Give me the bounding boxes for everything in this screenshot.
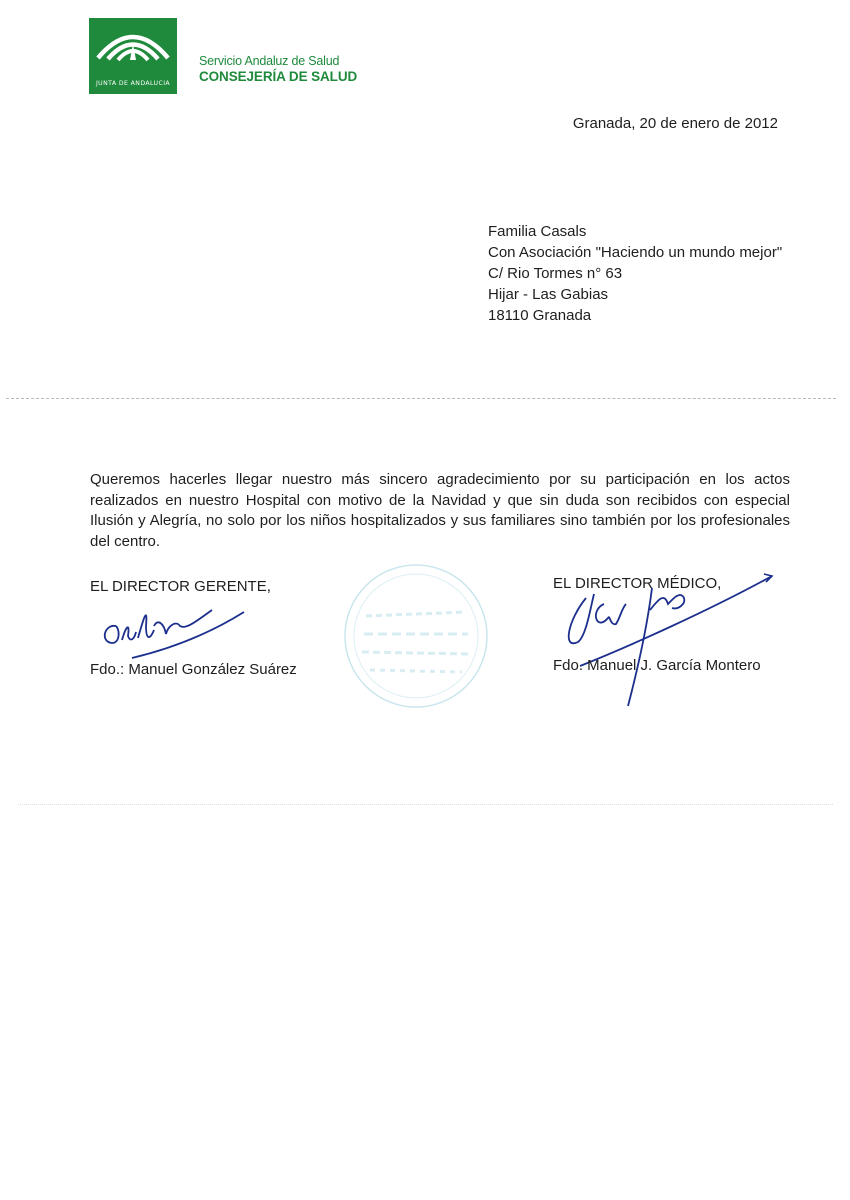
signature-right-scribble: [560, 570, 790, 710]
official-stamp: [340, 562, 492, 712]
letter-date: Granada, 20 de enero de 2012: [572, 115, 778, 132]
fold-divider: [6, 398, 836, 399]
recipient-address: [488, 221, 782, 326]
fold-divider-lower: [18, 804, 833, 805]
emblem-caption: JUNTA DE ANDALUCIA: [95, 80, 171, 87]
signatory-right-title: EL DIRECTOR MÉDICO,: [553, 575, 722, 592]
recipient-line: Con Asociación "Haciendo un mundo mejor": [488, 244, 783, 261]
signatory-left-name: Fdo.: Manuel González Suárez: [90, 661, 297, 678]
organization-line-2: CONSEJERÍA DE SALUD: [199, 69, 358, 84]
letter-body: Queremos hacerles llegar nuestro más sincero agradecimiento por su participación en los actos realizados en nuestro Hospital con motivo de la Navidad y que sin duda son recibidos con especial Ilusión y Alegría, no solo por los niños hospitalizados y sus familiares sino también por los profesionales del centro.: [90, 471, 790, 550]
junta-andalucia-logo: [89, 18, 177, 94]
recipient-line: C/ Rio Tormes n° 63: [488, 265, 623, 282]
signatory-left-title: EL DIRECTOR GERENTE,: [90, 578, 271, 595]
signatory-right-name: Fdo. Manuel J. García Montero: [553, 657, 761, 674]
recipient-line: 18110 Granada: [488, 307, 592, 324]
recipient-line: Hijar - Las Gabias: [488, 286, 609, 303]
signature-left-scribble: [94, 596, 254, 660]
organization-name: [199, 54, 357, 84]
organization-line-1: Servicio Andaluz de Salud: [199, 54, 340, 68]
recipient-line: Familia Casals: [488, 223, 587, 240]
